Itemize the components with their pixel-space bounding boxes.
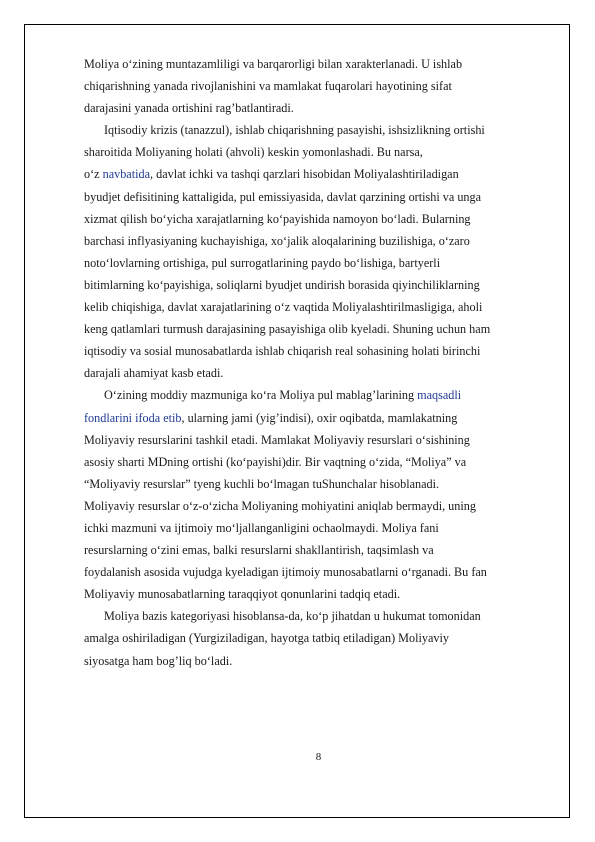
text-line [84,296,554,318]
text-run: o‘z [84,167,103,182]
text-run: Iqtisodiy krizis (tanazzul), ishlab chiqarishning pasayishi, ishsizlikning ortishi [104,123,485,138]
text-run: keng qatlamlari turmush darajasining pasayishiga olib kyeladi. Shuning uchun ham [84,322,491,337]
text-line [84,407,554,429]
text-line [84,252,554,274]
text-line [84,539,554,561]
hyperlink[interactable]: maqsadli [417,388,462,403]
paragraph-first-line [84,384,554,406]
text-run: xizmat qilish bo‘yicha xarajatlarning ko‘payishida namoyon bo‘ladi. Bularning [84,211,471,226]
text-line [84,495,554,517]
text-run: chiqarishning yanada rivojlanishini va mamlakat fuqarolari hayotining sifat [84,79,452,94]
text-line [84,517,554,539]
text-line [84,561,554,583]
text-line [84,53,554,75]
text-run: , ularning jami (yig’indisi), oxir oqibatda, mamlakatning [181,410,458,425]
text-line [84,340,554,362]
text-run: resurslarning o‘zini emas, balki resurslarni shakllantirish, taqsimlash va [84,543,434,558]
text-run: barchasi inflyasiyaning kuchayishiga, xo‘jalik aloqalarining buzilishiga, o‘zaro [84,233,470,248]
text-run: bitimlarning ko‘payishiga, soliqlarni byudjet undirish borasida qiyinchiliklarning [84,277,480,292]
text-run: Moliyaviy munosabatlarning taraqqiyot qonunlarini tadqiq etadi. [84,587,401,602]
text-line [84,362,554,384]
text-run: byudjet defisitining kattaligida, pul emissiyasida, davlat qarzining ortishi va unga [84,189,482,204]
hyperlink[interactable]: fondlarini ifoda etib [84,410,182,425]
text-line [84,274,554,296]
text-run: amalga oshiriladigan (Yurgiziladigan, hayotga tatbiq etiladigan) Moliyaviy [84,631,449,646]
text-line [84,186,554,208]
text-run: sharoitida Moliyaning holati (ahvoli) keskin yomonlashadi. Bu narsa, [84,145,423,160]
paragraph-first-line [84,605,554,627]
text-run: darajali ahamiyat kasb etadi. [84,366,224,381]
text-run: , davlat ichki va tashqi qarzlari hisobidan Moliyalashtiriladigan [150,167,459,182]
text-line [84,318,554,340]
text-run: ichki mazmuni va ijtimoiy mo‘ljallanganligini ochaolmaydi. Moliya fani [84,520,439,535]
text-line [84,163,554,185]
text-line [84,583,554,605]
text-line [84,429,554,451]
text-line [84,627,554,649]
text-run: darajasini yanada ortishini rag’batlantiradi. [84,101,294,116]
text-line [84,473,554,495]
text-run: “Moliyaviy resurslar” tyeng kuchli bo‘lmagan tuShunchalar hisoblanadi. [84,476,440,491]
text-run: iqtisodiy va sosial munosabatlarda ishlab chiqarish real sohasining holati birinchi [84,344,481,359]
page-number: 8 [315,751,322,763]
paragraph-first-line [84,119,554,141]
text-line [84,208,554,230]
text-run: Moliyaviy resurslar o‘z-o‘zicha Moliyaning mohiyatini aniqlab bermaydi, uning [84,498,476,513]
text-line [84,650,554,672]
text-run: O‘zining moddiy mazmuniga ko‘ra Moliya pul mablag’larining [104,388,418,403]
text-run: siyosatga ham bog’liq bo‘ladi. [84,653,233,668]
text-run: kelib chiqishiga, davlat xarajatlarining o‘z vaqtida Moliyalashtirilmasligiga, aholi [84,300,483,315]
text-run: Moliya bazis kategoriyasi hisoblansa-da, ko‘p jihatdan u hukumat tomonidan [104,609,481,624]
text-run: noto‘lovlarning ortishiga, pul surrogatlarining paydo bo‘lishiga, bartyerli [84,255,441,270]
text-run: foydalanish asosida vujudga kyeladigan ijtimoiy munosabatlarni o‘rganadi. Bu fan [84,565,487,580]
text-line [84,75,554,97]
text-line [84,97,554,119]
hyperlink[interactable]: navbatida [102,167,150,182]
text-line [84,141,554,163]
text-run: asosiy sharti MDning ortishi (ko‘payishi)dir. Bir vaqtning o‘zida, “Moliya” va [84,454,467,469]
text-line [84,230,554,252]
text-run: Moliyaviy resurslarini tashkil etadi. Mamlakat Moliyaviy resurslari o‘sishining [84,432,470,447]
text-run: Moliya o‘zining muntazamliligi va barqarorligi bilan xarakterlanadi. U ishlab [84,57,463,71]
text-line [84,451,554,473]
document-body [84,53,554,672]
